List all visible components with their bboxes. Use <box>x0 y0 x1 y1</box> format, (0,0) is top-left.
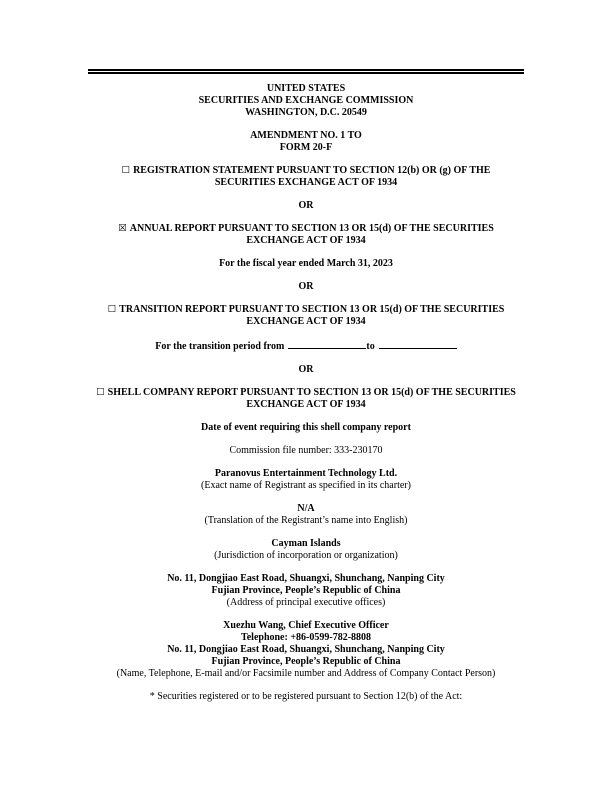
contact-caption: (Name, Telephone, E-mail and/or Facsimile number and Address of Company Contact Person) <box>116 668 496 679</box>
securities-registered-footnote: * Securities registered or to be registered pursuant to Section 12(b) of the Act: <box>149 691 463 702</box>
option-line <box>88 223 524 235</box>
agency-country: UNITED STATES <box>266 83 346 94</box>
option-annual-text: ANNUAL REPORT PURSUANT TO SECTION 13 OR 15(d) OF THE SECURITIES <box>129 223 494 234</box>
option-transition-report <box>88 304 524 328</box>
option-line <box>88 304 524 316</box>
contact-name: Xuezhu Wang, Chief Executive Officer <box>223 620 389 631</box>
agency-name: SECURITIES AND EXCHANGE COMMISSION <box>198 95 414 106</box>
office-address-line2: Fujian Province, People’s Republic of China <box>211 585 401 596</box>
or-separator-1: OR <box>298 200 314 211</box>
page-content <box>88 0 524 714</box>
transition-period-from-blank <box>288 339 366 349</box>
registrant-translation-block <box>88 503 524 527</box>
transition-period-prefix: For the transition period from <box>155 341 285 352</box>
option-shell-text: SHELL COMPANY REPORT PURSUANT TO SECTION 13 OR 15(d) OF THE SECURITIES <box>107 387 516 398</box>
registrant-translated-name: N/A <box>297 503 315 514</box>
form-number: FORM 20-F <box>279 142 333 153</box>
jurisdiction-block <box>88 538 524 562</box>
or-separator-2: OR <box>298 281 314 292</box>
agency-address: WASHINGTON, D.C. 20549 <box>245 107 367 118</box>
registrant-name-caption: (Exact name of Registrant as specified in its charter) <box>201 480 411 491</box>
option-registration-text-2: SECURITIES EXCHANGE ACT OF 1934 <box>214 177 398 188</box>
form-title <box>88 130 524 154</box>
registrant-name-block <box>88 468 524 492</box>
contact-address-line1: No. 11, Dongjiao East Road, Shuangxi, Shunchang, Nanping City <box>167 644 445 655</box>
option-shell-company <box>88 387 524 411</box>
commission-file-number: Commission file number: 333-230170 <box>229 445 383 456</box>
option-registration-statement <box>88 165 524 189</box>
option-transition-text-2: EXCHANGE ACT OF 1934 <box>246 316 366 327</box>
transition-period-to-blank <box>379 339 457 349</box>
or-separator-3: OR <box>298 364 314 375</box>
office-caption: (Address of principal executive offices) <box>226 597 386 608</box>
checkbox-checked-icon: ☒ <box>118 223 127 234</box>
option-annual-text-2: EXCHANGE ACT OF 1934 <box>246 235 366 246</box>
jurisdiction-caption: (Jurisdiction of incorporation or organization) <box>214 550 398 561</box>
agency-header <box>88 83 524 119</box>
jurisdiction: Cayman Islands <box>271 538 341 549</box>
checkbox-unchecked-icon: ☐ <box>96 387 105 398</box>
top-double-rule <box>88 69 524 74</box>
contact-address-line2: Fujian Province, People’s Republic of China <box>211 656 401 667</box>
checkbox-unchecked-icon: ☐ <box>107 304 117 315</box>
option-annual-report <box>88 223 524 247</box>
option-registration-text: REGISTRATION STATEMENT PURSUANT TO SECTION 12(b) OR (g) OF THE <box>133 165 491 176</box>
contact-telephone: Telephone: +86-0599-782-8808 <box>240 632 372 643</box>
option-line <box>88 387 524 399</box>
shell-date-line: Date of event requiring this shell company report <box>201 422 411 433</box>
amendment-line: AMENDMENT NO. 1 TO <box>250 130 362 141</box>
contact-person-block <box>88 620 524 680</box>
option-shell-text-2: EXCHANGE ACT OF 1934 <box>246 399 366 410</box>
option-line <box>88 165 524 177</box>
registrant-name: Paranovus Entertainment Technology Ltd. <box>214 468 398 479</box>
checkbox-unchecked-icon: ☐ <box>121 165 131 176</box>
principal-office-block <box>88 573 524 609</box>
transition-period-line <box>88 339 524 353</box>
office-address-line1: No. 11, Dongjiao East Road, Shuangxi, Shunchang, Nanping City <box>167 573 445 584</box>
fiscal-year-line: For the fiscal year ended March 31, 2023 <box>219 258 393 269</box>
transition-period-connector: to <box>366 341 375 352</box>
registrant-translation-caption: (Translation of the Registrant’s name into English) <box>204 515 408 526</box>
option-transition-text: TRANSITION REPORT PURSUANT TO SECTION 13 OR 15(d) OF THE SECURITIES <box>119 304 505 315</box>
